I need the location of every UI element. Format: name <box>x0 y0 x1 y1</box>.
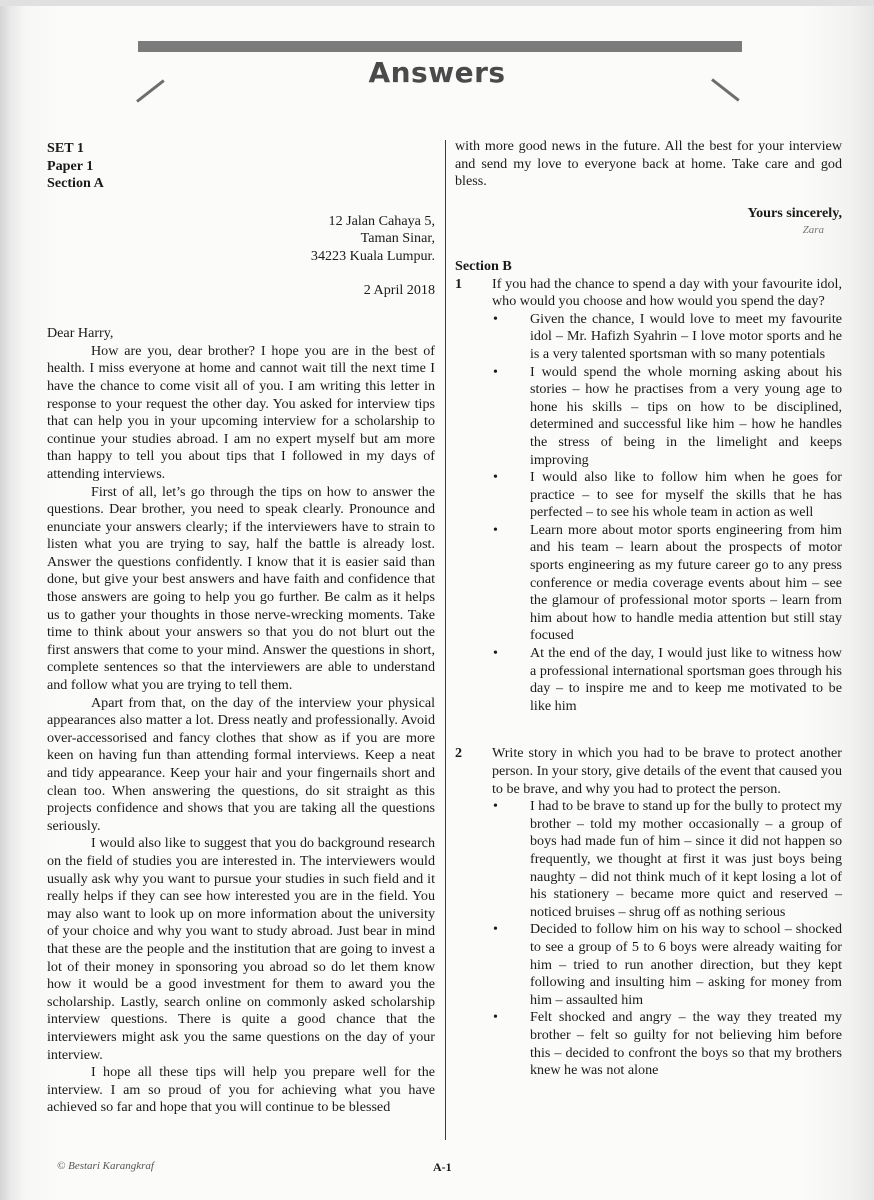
answer-bullets <box>455 798 842 1080</box>
top-edge <box>0 0 874 6</box>
letter-paragraph: First of all, let’s go through the tips on how to answer the questions. Dear brother, you need to speak clearly. Pronounce and enunciate your answers clearly; if the interviewers have to strain to listen what you are trying to say, half the battle is already lost. Answer the questions confidently. I know that it is easier said than done, but give your best answers and have faith and confidence that those answers are going to help you go further. Be calm as it helps us to gather your thoughts in those nerve-wrecking moments. Take time to think about your answers so that you do not blurt out the first answers that come to your mind. Answer the questions in short, complete sentences so that the interviewers are able to understand and follow what you are trying to tell them. <box>47 483 435 694</box>
set-label: SET 1 <box>47 140 84 156</box>
question-item <box>455 745 842 798</box>
address-line: Taman Sinar, <box>360 230 435 247</box>
banner-bar <box>138 41 742 52</box>
left-column <box>47 140 435 1117</box>
paper-label: Paper 1 <box>47 157 94 174</box>
copyright-footer: © Bestari Karangkraf <box>57 1160 154 1172</box>
question-number: 2 <box>455 745 463 762</box>
answer-bullet: • Felt shocked and angry – the way they treated my brother – felt so guilty for not believing him before this – decided to confront the boys so that my brothers knew he was not alone <box>493 1009 842 1079</box>
letter-continuation: with more good news in the future. All the best for your interview and send my love to everyone back at home. Take care and god bless. <box>455 138 842 190</box>
sender-address <box>47 213 435 266</box>
question-number: 1 <box>455 275 463 292</box>
answer-bullet: • I would also like to follow him when he goes for practice – to see for myself the skills that he has perfected – to see his whole team in action as well <box>493 469 842 522</box>
answer-bullets <box>455 311 842 716</box>
answer-bullet: • Learn more about motor sports engineering from him and his team – learn about the prospects of motor sports engineering as my future career go to any press conference or media coverage events about him – see the glamour of professional motor sports – learn from him about how to handle media attention but still stay focused <box>493 522 842 645</box>
page-number: A-1 <box>433 1160 452 1174</box>
signature: Zara <box>802 224 824 237</box>
letter-paragraph: I would also like to suggest that you do background research on the field of studies you are interested in. The interviewers would usually ask why you want to pursue your studies in such field and it really helps if they can see how interested you are in the field. You may also want to look up on more information about the university of your choice and why you want to study abroad. Just bear in mind that these are the people and the institution that are going to invest a lot of their money in sponsoring you abroad so do let them know how it would be a good investment for them to award you the scholarship. Lastly, search online on commonly asked scholarship interview questions. There is quite a good chance that the interviewers might ask you the same questions on the day of your interview. <box>47 835 435 1063</box>
question-text: If you had the chance to spend a day with your favourite idol, who would you choose and how would you spend the day? <box>492 275 842 310</box>
letter-paragraph: How are you, dear brother? I hope you are in the best of health. I miss everyone at home and cannot wait till the next time I have the chance to come visit all of you. I am writing this letter in response to your request the other day. You asked for interview tips that can help you in your upcoming interview for a scholarship to continue your studies abroad. I am no expert myself but am more than happy to tell you about tips that I followed in my days of attending interviews. <box>47 342 435 482</box>
question-item <box>455 276 842 311</box>
answer-bullet: • Given the chance, I would love to meet my favourite idol – Mr. Hafizh Syahrin – I love motor sports and he is a very talented sportsman with so many potentials <box>493 311 842 364</box>
salutation: Dear Harry, <box>47 325 114 342</box>
address-line: 12 Jalan Cahaya 5, <box>328 212 435 229</box>
letter-paragraph: I hope all these tips will help you prepare well for the interview. I am so proud of you for achieving what you have achieved so far and hope that you will continue to be blessed <box>47 1064 435 1116</box>
banner-title: Answers <box>368 56 506 89</box>
letter-paragraph: Apart from that, on the day of the interview your physical appearances also matter a lot. Dress neatly and professionally. Avoid over-accessorised and fancy clothes that show as if you are more keen on having fun than attending formal interviews. Keep a neat and tidy appearance. Keep your hair and your fingernails short and clean too. When answering the questions, do sit straight as this projects confidence and shows that you are taking all the questions seriously. <box>47 694 435 834</box>
section-a-label: Section A <box>47 175 104 192</box>
right-column <box>455 138 842 1080</box>
answer-bullet: • At the end of the day, I would just like to witness how a professional international sportsman goes through his day – to inspire me and to keep me motivated to be like him <box>493 645 842 715</box>
answer-bullet: • I had to be brave to stand up for the bully to protect my brother – told my mother occasionally – a group of boys had made fun of him – since it did not happen so frequently, we thought at first it was just boys being naughty – did not think much of it kept losing a lot of his stationery – became more quict and reserved – noticed bruises – shrug off as nothing serious <box>493 798 842 921</box>
section-b-label: Section B <box>455 257 512 274</box>
answer-bullet: • I would spend the whole morning asking about his stories – how he practises from a very young age to hone his skills – tips on how to be disciplined, determined and successful like him – how he handles the stress of being in the limelight and keeps improving <box>493 364 842 470</box>
letter-closing: Yours sincerely, <box>747 204 842 221</box>
answer-bullet: • Decided to follow him on his way to school – shocked to see a group of 5 to 6 boys were already waiting for him – tried to run another direction, but they kept following and insulting him – asking for money from him – assaulted him <box>493 921 842 1009</box>
letter-date: 2 April 2018 <box>363 281 435 298</box>
address-line: 34223 Kuala Lumpur. <box>310 247 435 264</box>
column-divider <box>445 140 446 1140</box>
question-text: Write story in which you had to be brave to protect another person. In your story, give details of the event that caused you to be brave, and why you had to protect the person. <box>492 745 842 797</box>
